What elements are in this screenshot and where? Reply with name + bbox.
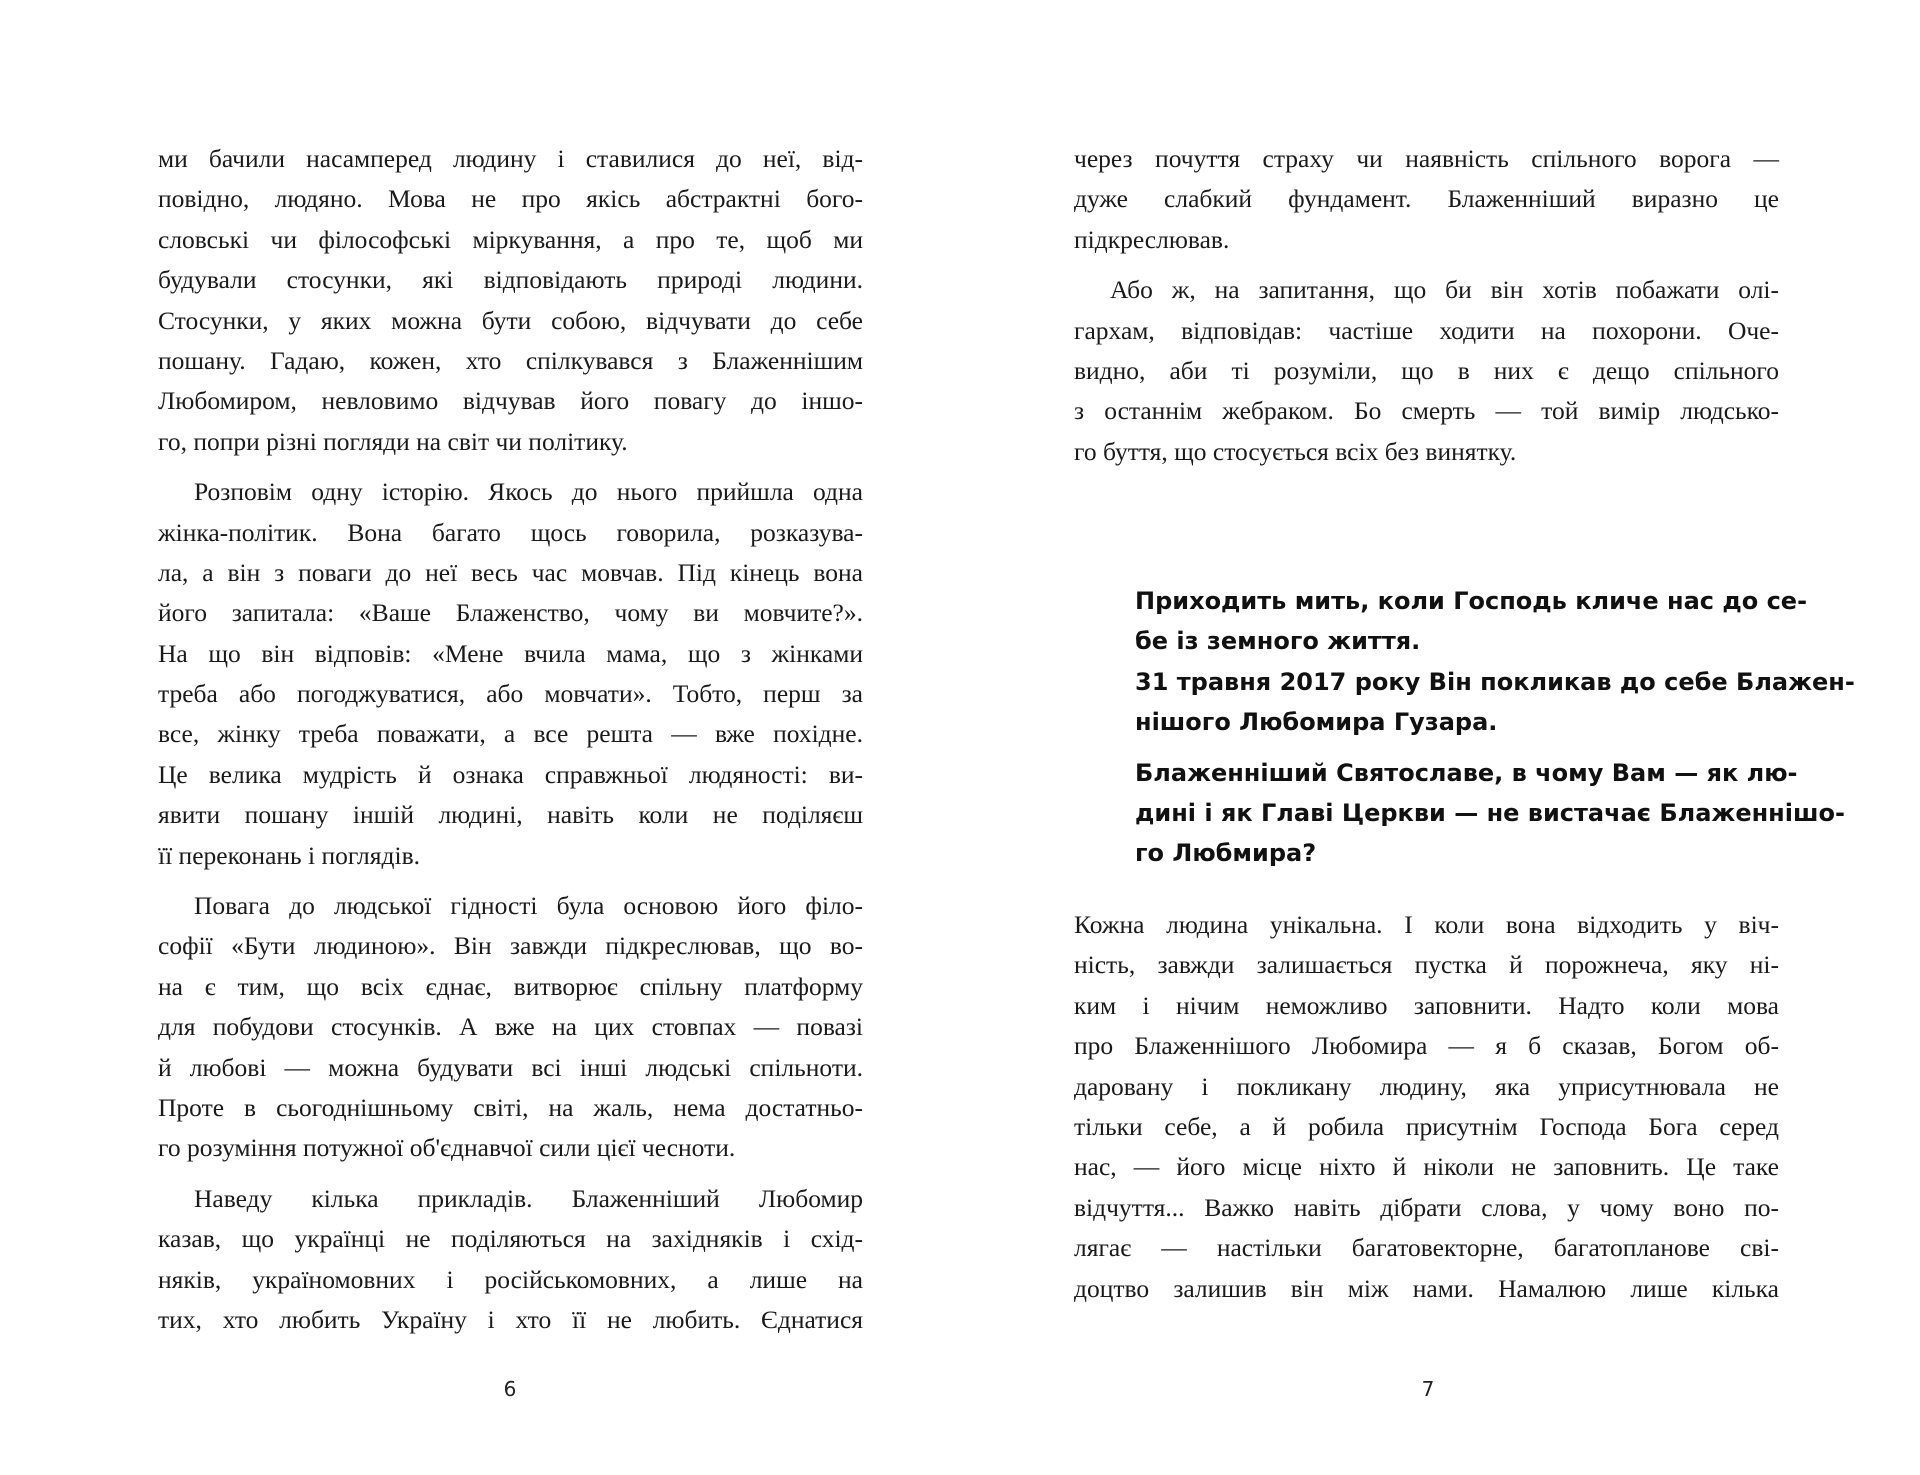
text-line: казав, що українці не поділяються на західняків і схід-	[158, 1224, 863, 1254]
text-line: ність, завжди залишається пустка й порожнеча, яку ні-	[1074, 950, 1779, 980]
text-line: його запитала: «Ваше Блаженство, чому ви мовчите?».	[158, 598, 863, 628]
text-line: няків, україномовних і російськомовних, а лише на	[158, 1264, 863, 1294]
text-line: Це велика мудрість й ознака справжньої людяності: ви-	[158, 759, 863, 789]
text-line: На що він відповів: «Мене вчила мама, що з жінками	[158, 638, 863, 668]
question-line: Приходить мить, коли Господь кличе нас до се-	[1135, 587, 1808, 615]
question-line: дині і як Главі Церкви — не вистачає Блаженнішо-	[1135, 798, 1845, 827]
text-line: відчуття... Важко навіть дібрати слова, у чому воно по-	[1074, 1192, 1779, 1222]
text-line: Проте в сьогоднішньому світі, на жаль, нема достатньо-	[158, 1092, 863, 1122]
text-line: пошану. Гадаю, кожен, хто спілкувався з Блаженнішим	[158, 345, 863, 375]
text-line: Стосунки, у яких можна бути собою, відчувати до себе	[158, 305, 863, 335]
text-line: го розуміння потужної об'єднавчої сили цієї чесноти.	[158, 1133, 736, 1163]
right-page	[960, 0, 1920, 1475]
text-line: підкреслював.	[1074, 224, 1230, 254]
page-number: 6	[503, 1377, 517, 1401]
text-line: ким і нічим неможливо заповнити. Надто коли мова	[1074, 990, 1779, 1020]
interview-answer	[1074, 905, 1779, 1309]
text-line: Кожна людина унікальна. І коли вона відходить у віч-	[1074, 910, 1779, 939]
question-line: го Любмира?	[1135, 839, 1317, 868]
text-line: словські чи філософські міркування, а про те, щоб ми	[158, 224, 863, 254]
text-line: Або ж, на запитання, що би він хотів побажати олі-	[1110, 275, 1779, 305]
text-line: треба або погоджуватися, або мовчати». Тобто, перш за	[158, 679, 863, 709]
text-line: жінка-політик. Вона багато щось говорила, розказува-	[158, 517, 863, 547]
text-line: Любомиром, невловимо відчував його повагу до іншо-	[158, 386, 863, 416]
text-line: для побудови стосунків. А вже на цих стовпах — повазі	[158, 1012, 863, 1042]
text-line: тих, хто любить Україну і хто її не любить. Єднатися	[158, 1304, 863, 1334]
text-line: ми бачили насамперед людину і ставилися до неї, від-	[158, 144, 863, 173]
text-line: з останнім жебраком. Бо смерть — той вимір людсько-	[1074, 396, 1779, 426]
text-line: доцтво залишив він між нами. Намалюю лише кілька	[1074, 1273, 1779, 1303]
text-line: Розповім одну історію. Якось до нього прийшла одна	[194, 477, 863, 507]
left-page-body	[158, 139, 863, 1340]
right-page-body	[1074, 139, 1779, 472]
text-line: ла, а він з поваги до неї весь час мовчав. Під кінець вона	[158, 557, 863, 587]
interview-question	[1135, 581, 1855, 874]
text-line: гархам, відповідав: частіше ходити на похорони. Оче-	[1074, 315, 1779, 345]
text-line: її переконань і поглядів.	[158, 840, 420, 870]
text-line: все, жінку треба поважати, а все решта — вже похідне.	[158, 719, 863, 749]
question-line: нішого Любомира Гузара.	[1135, 708, 1498, 737]
question-line: бе із земного життя.	[1135, 627, 1421, 656]
text-line: будували стосунки, які відповідають природі людини.	[158, 265, 863, 295]
question-line: Блаженніший Святославе, в чому Вам — як лю-	[1135, 758, 1798, 787]
text-line: видно, аби ті розуміли, що в них є дещо спільного	[1074, 355, 1779, 385]
text-line: через почуття страху чи наявність спільного ворога —	[1074, 144, 1779, 173]
text-line: дуже слабкий фундамент. Блаженніший виразно це	[1074, 184, 1779, 214]
question-line: 31 травня 2017 року Він покликав до себе Блажен-	[1135, 667, 1855, 696]
text-line: Повага до людської гідності була основою його філо-	[194, 891, 863, 921]
text-line: го, попри різні погляди на світ чи політику.	[158, 426, 628, 456]
text-line: даровану і покликану людину, яка уприсутнювала не	[1074, 1071, 1779, 1101]
text-line: тільки себе, а й робила присутнім Господа Бога серед	[1074, 1111, 1779, 1141]
text-line: лягає — настільки багатовекторне, багатопланове сві-	[1074, 1233, 1779, 1263]
text-line: софії «Бути людиною». Він завжди підкреслював, що во-	[158, 931, 863, 961]
text-line: повідно, людяно. Мова не про якісь абстрактні бого-	[158, 184, 863, 214]
text-line: й любові — можна будувати всі інші людські спільноти.	[158, 1052, 863, 1082]
text-line: Наведу кілька прикладів. Блаженніший Любомир	[194, 1183, 863, 1213]
text-line: на є тим, що всіх єднає, витворює спільну платформу	[158, 971, 863, 1001]
text-line: явити пошану іншій людині, навіть коли не поділяєш	[158, 800, 863, 830]
text-line: го буття, що стосується всіх без винятку.	[1074, 436, 1517, 466]
page-number: 7	[1421, 1377, 1435, 1401]
text-line: нас, — його місце ніхто й ніколи не заповнить. Це таке	[1074, 1152, 1779, 1182]
text-line: про Блаженнішого Любомира — я б сказав, Богом об-	[1074, 1031, 1779, 1061]
